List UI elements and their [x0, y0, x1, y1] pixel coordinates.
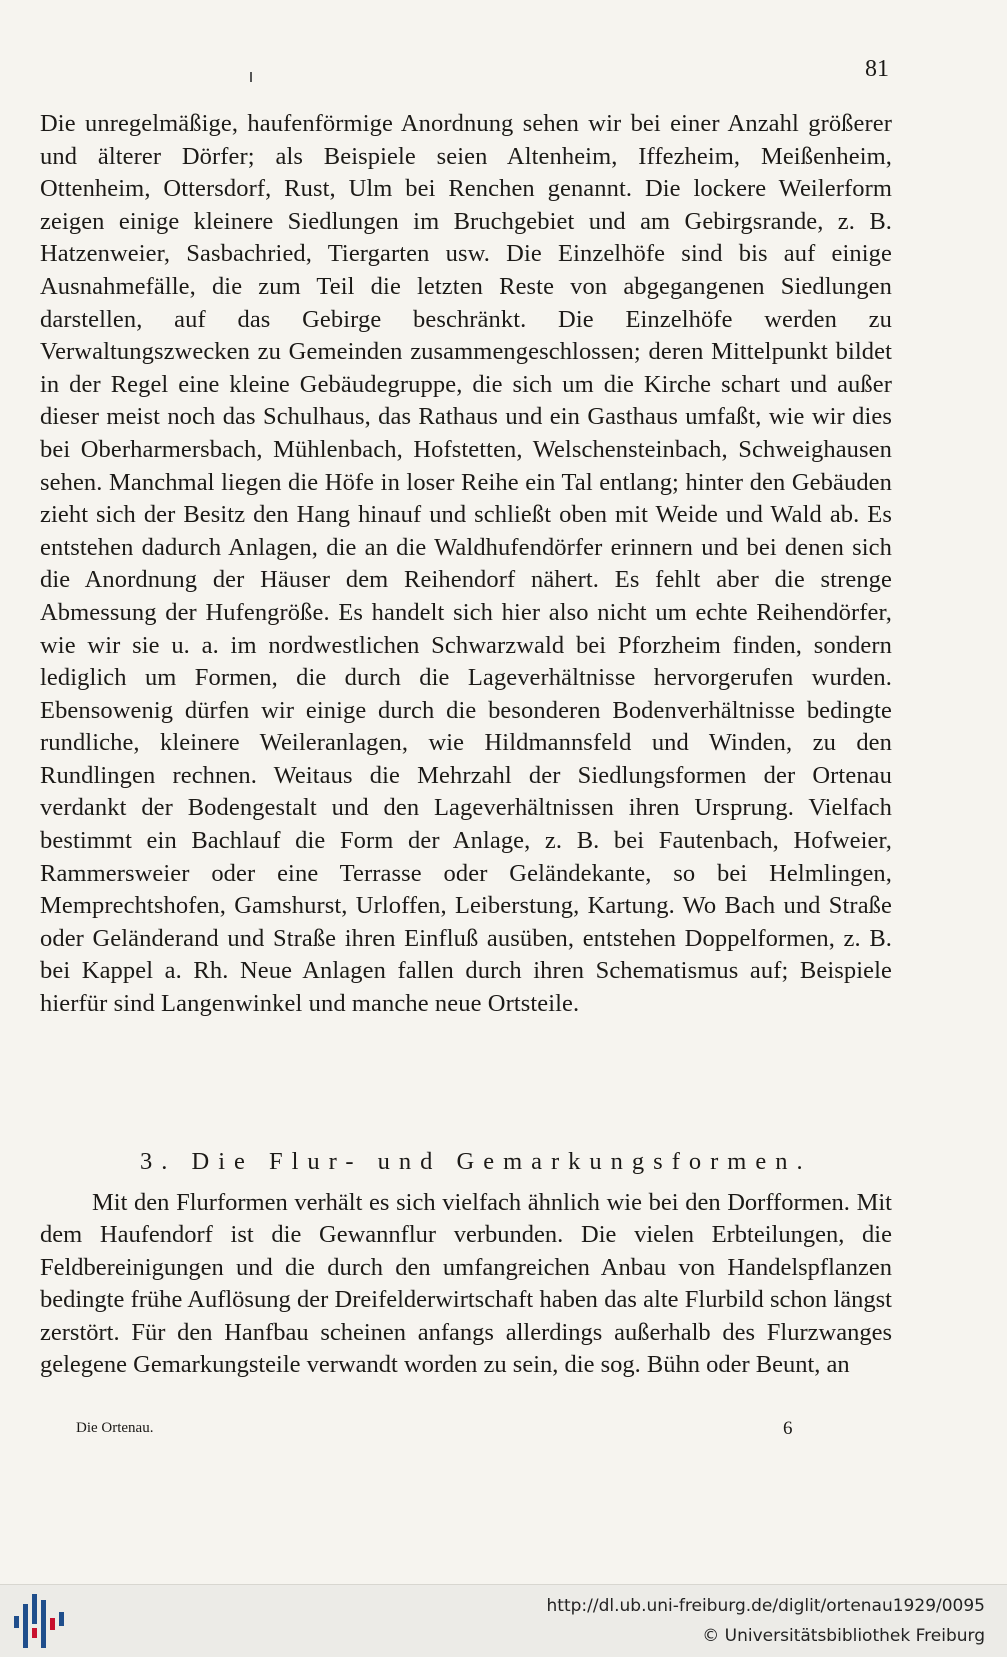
signature-mark: 6: [783, 1418, 793, 1439]
paragraph-1-text: Die unregelmäßige, haufenförmige Anordnung sehen wir bei einer Anzahl größerer und älterer Dörfer; als Beispiele seien Altenheim, Iffezheim, Meißenheim, Ottenheim, Ottersdorf, Rust, Ulm bei Renchen genannt. Die lockere Weilerform zeigen einige kleinere Siedlungen im Bruchgebiet und am Gebirgsrande, z. B. Hatzenweier, Sasbachried, Tiergarten usw. Die Einzelhöfe sind bis auf einige Ausnahmefälle, die zum Teil die letzten Reste von abgegangenen Siedlungen darstellen, auf das Gebirge beschränkt. Die Einzelhöfe werden zu Verwaltungszwecken zu Gemeinden zusammengeschlossen; deren Mittelpunkt bildet in der Regel eine kleine Gebäudegruppe, die sich um die Kirche schart und außer dieser meist noch das Schulhaus, das Rathaus und ein Gasthaus umfaßt, wie wir dies bei Oberharmersbach, Mühlenbach, Hofstetten, Welschensteinbach, Schweighausen sehen. Manchmal liegen die Höfe in loser Reihe ein Tal entlang; hinter den Gebäuden zieht sich der Besitz den Hang hinauf und schließt oben mit Weide und Wald ab. Es entstehen dadurch Anlagen, die an die Waldhufendörfer erinnern und bei denen sich die Anordnung der Häuser dem Reihendorf nähert. Es fehlt aber die strenge Abmessung der Hufengröße. Es handelt sich hier also nicht um echte Reihendörfer, wie wir sie u. a. im nordwestlichen Schwarzwald bei Pforzheim finden, sondern lediglich um Formen, die durch die Lageverhältnisse hervorgerufen wurden. Ebensowenig dürfen wir einige durch die besonderen Bodenverhältnisse bedingte rundliche, kleinere Weileranlagen, wie Hildmannsfeld und Winden, zu den Rundlingen rechnen. Weitaus die Mehrzahl der Siedlungsformen der Ortenau verdankt der Bodengestalt und den Lageverhältnissen ihren Ursprung. Vielfach bestimmt ein Bachlauf die Form der Anlage, z. B. bei Fautenbach, Hofweier, Rammersweier oder eine Terrasse oder Geländekante, so bei Helmlingen, Memprechtshofen, Gamshurst, Urloffen, Leiberstung, Kartung. Wo Bach und Straße oder Geländerand und Straße ihren Einfluß ausüben, entstehen Doppelformen, z. B. bei Kappel a. Rh. Neue Anlagen fallen durch ihren Schematismus auf; Beispiele hierfür sind Langenwinkel und manche neue Ortsteile.: [40, 110, 892, 1018]
paragraph-2-text: Mit den Flurformen verhält es sich vielfach ähnlich wie bei den Dorfformen. Mit dem Haufendorf ist die Gewannflur verbunden. Die vielen Erbteilungen, die Feldbereinigungen und die durch den umfangreichen Anbau von Handelspflanzen bedingte frühe Auflösung der Dreifelderwirtschaft haben das alte Flurbild schon längst zerstört. Für den Hanfbau scheinen anfangs allerdings außerhalb des Flurzwanges gelegene Gemarkungsteile verwandt worden zu sein, die sog. Bühn oder Beunt, an: [40, 1189, 892, 1379]
page-number: 81: [865, 56, 889, 82]
body-paragraph-2: [40, 1187, 892, 1381]
scan-mark: [250, 72, 252, 82]
permalink-url[interactable]: http://dl.ub.uni-freiburg.de/diglit/ortenau1929/0095: [546, 1596, 985, 1616]
section-heading: 3. Die Flur- und Gemarkungsformen.: [140, 1148, 812, 1175]
viewer-footer-bar: [0, 1584, 1007, 1657]
running-footer-title: Die Ortenau.: [76, 1420, 154, 1436]
body-paragraph-1: [40, 108, 892, 1021]
ub-freiburg-logo-icon: [14, 1594, 66, 1650]
copyright-notice: © Universitätsbibliothek Freiburg: [702, 1626, 985, 1646]
